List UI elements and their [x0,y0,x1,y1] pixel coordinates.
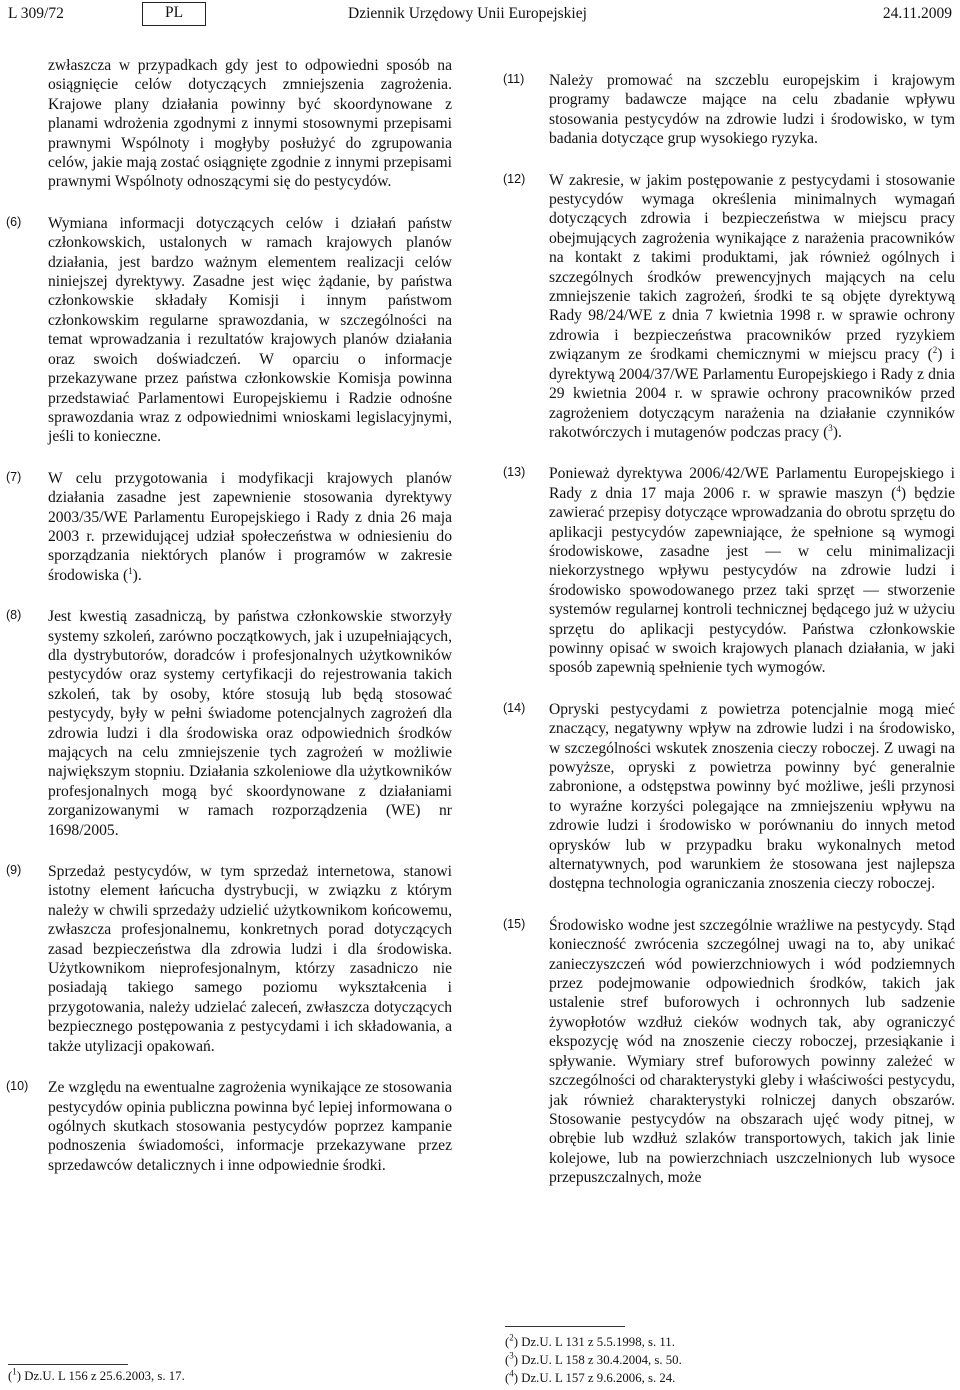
recital [6,469,452,585]
recital-number: (15) [503,916,526,931]
recital-text: Środowisko wodne jest szczególnie wrażliwe na pestycydy. Stąd konieczność zwrócenia szczególnej uwagi na to, aby unikać zanieczyszczeń wód powierzchniowych i wód podziemnych przez podejmowanie odpowiednich środków, takich jak ustalenie stref buforowych i ochronnych lub sadzenie żywopłotów wzdłuż cieków wodnych tak, aby ograniczyć ekspozycję wód na znoszenie cieczy roboczej, przesiąkanie i spływanie. Wymiary stref buforowych powinny zależeć w szczególności od charakterystyki gleby i właściwości pestycydu, jak również charakterystyki rolniczej danych obszarów. Stosowanie pestycydów na obszarach ujęć wody pitnej, w obrębie lub wzdłuż szlaków transportowych, takich jak linie kolejowe, lub na powierzchniach uszczelnionych lub wysoce przepuszczalnych, może [549,916,955,1187]
recital-number: (13) [503,465,526,480]
recital-text: Ze względu na ewentualne zagrożenia wynikające ze stosowania pestycydów opinia publiczna powinna być lepiej informowana o ogólnych skutkach stosowania pestycydów poprzez kampanie podnoszenia świadomości, informacje przekazywane przez sprzedawców detalicznych i inne odpowiednie środki. [48,1079,452,1174]
recital [6,862,452,1056]
recital-number: (8) [6,608,22,623]
footnote: ($^4$) Dz.U. L 157 z 9.6.2006, s. 24. [505,1368,676,1385]
recital-text: W celu przygotowania i modyfikacji krajowych planów działania zasadne jest zapewnienie stosowania dyrektywy 2003/35/WE Parlamentu Europejskiego i Rady z dnia 26 maja 2003 r. przewidującej udział społeczeństwa w odniesieniu do sporządzania niektórych planów i programów w zakresie środowiska ($^1$). [48,469,452,584]
recital [6,214,452,447]
journal-title: Dziennik Urzędowy Unii Europejskiej [348,5,587,22]
recital-number: (11) [503,72,525,86]
footnote-ref[interactable]: 4 [896,483,901,494]
left-column [6,56,452,1175]
footnote-mark: 4 [509,1368,514,1379]
recital-number: (10) [6,1079,29,1094]
page-reference: L 309/72 [8,5,64,22]
recital [503,71,955,149]
page-header [8,2,952,26]
recital-text-part: W celu przygotowania i modyfikacji krajowych planów działania zasadne jest zapewnienie stosowania dyrektywy 2003/35/WE Parlamentu Europejskiego i Rady z dnia 26 maja 2003 r. przewidującej udział społeczeństwa w odniesieniu do sporządzania niektórych planów i programów w zakresie środowiska [48,469,452,584]
recital-number: (7) [6,469,22,484]
recital-text-part: i dyrektywą 2004/37/WE Parlamentu Europejskiego i Rady z dnia 29 kwietnia 2004 r. w sprawie ochrony pracowników przed zagrożeniem dotyczącym narażenia na działanie czynników rakotwórczych i mutagenów podczas pracy [549,346,956,441]
recital [503,464,955,677]
recital-number: (12) [503,171,526,186]
publication-date: 24.11.2009 [882,5,952,22]
footnote-text: Dz.U. L 157 z 9.6.2006, s. 24. [521,1371,676,1385]
right-column [503,56,956,1188]
footnote-mark: 2 [509,1332,514,1343]
language-badge: PL [142,2,206,26]
recital-text: Wymiana informacji dotyczących celów i działań państw członkowskich, ustalonych w ramach krajowych planów działania, jest bardzo ważnym elementem realizacji celów niniejszej dyrektywy. Zasadne jest więc żądanie, by państwa członkowskie składały Komisji i innym państwom członkowskim regularne sprawozdania, w szczególności na temat wprowadzania i rezultatów krajowych planów działania oraz swoich doświadczeń. W oparciu o informacje przekazywane przez państwa członkowskie Komisja powinna przedstawiać Parlamentowi Europejskiemu i Radzie odnośne sprawozdania wraz z odpowiednimi wnioskami legislacyjnymi, jeśli to konieczne. [48,214,452,446]
recital-number: (9) [6,863,22,878]
recital [503,171,956,443]
footnote-ref[interactable]: 3 [828,422,833,433]
recital-text: Ponieważ dyrektywa 2006/42/WE Parlamentu Europejskiego i Rady z dnia 17 maja 2006 r. w sprawie maszyn ($^4$) będzie zawierać przepisy dotyczące wprowadzania do obrotu sprzętu do aplikacji pestycydów zapewniające, że spełnione są wymogi środowiskowe, zasadne jest — w celu minimalizacji niekorzystnego wpływu pestycydów na zdrowie ludzi i środowisko spowodowanego przez taki sprzęt — stworzenie systemów regularnej kontroli technicznej będącego już w użyciu sprzętu do aplikacji pestycydów. Państwa członkowskie powinny opisać w swoich krajowych planach działania, w jaki sposób zapewnią spełnienie tych wymogów. [549,465,955,677]
recital-text: W zakresie, w jakim postępowanie z pestycydami i stosowanie pestycydów wymaga określenia minimalnych wymagań dotyczących zdrowia i bezpieczeństwa w miejscu pracy obejmujących zagrożenia wynikające z narażenia pracowników na kontakt z takimi produktami, jak również ogólnych i szczególnych środków prewencyjnych mających na celu zmniejszenie takich zagrożeń, środki te są objęte dyrektywą Rady 98/24/WE z dnia 7 kwietnia 1998 r. w sprawie ochrony zdrowia i bezpieczeństwa pracowników przed ryzykiem związanym ze środkami chemicznymi w miejscu pracy ($^2$) i dyrektywą 2004/37/WE Parlamentu Europejskiego i Rady z dnia 29 kwietnia 2004 r. w sprawie ochrony pracowników przed zagrożeniem dotyczącym narażenia na działanie czynników rakotwórczych i mutagenów podczas pracy ($^3$). [549,171,956,441]
recital-number: (14) [503,700,526,715]
recital [6,1078,452,1175]
intro-paragraph: zwłaszcza w przypadkach gdy jest to odpowiedni sposób na osiągnięcie celów dotyczących zmniejszenia zagrożenia. Krajowe plany działania powinny być skoordynowane z planami wdrożenia zgodnymi z innymi stosownymi przepisami prawnymi Wspólnoty i mogłyby posłużyć do zgrupowania celów, jakie mają zostać osiągnięte zgodnie z innymi przepisami prawnymi Wspólnoty odnoszącymi się do pestycydów. [48,57,452,191]
footnote-text: Dz.U. L 131 z 5.5.1998, s. 11. [521,1335,675,1349]
recital-text: Opryski pestycydami z powietrza potencjalnie mogą mieć znaczący, negatywny wpływ na zdrowie ludzi i na środowisko, w szczególności wskutek znoszenia cieczy roboczej. Z uwagi na powyższe, opryski z powietrza powinny być generalnie zabronione, a odstępstwa powinny być możliwe, jeśli przynosi to wyraźne korzyści polegające na zmniejszeniu wpływu na zdrowie ludzi i środowisko w porównaniu do innych metod oprysków lub w przypadku braku wykonalnych metod alternatywnych, pod warunkiem że stosowana jest najlepsza dostępna technologia ograniczania znoszenia cieczy roboczej. [549,700,955,893]
footnote-divider [8,1364,128,1365]
recital-text: Sprzedaż pestycydów, w tym sprzedaż internetowa, stanowi istotny element łańcucha dystrybucji, w związku z którym należy w chwili sprzedaży udzielić użytkownikom końcowemu, zwłaszcza profesjonalnemu, konkretnych porad dotyczących zasad bezpieczeństwa dla zdrowia ludzi i dla środowiska. Użytkownikom nieprofesjonalnym, którzy zasadniczo nie posiadają takiego samego poziomu wykształcenia i przygotowania, należy udzielać zaleceń, zwłaszcza dotyczących bezpiecznego postępowania z pestycydami i ich składowania, a także utylizacji opakowań. [48,863,452,1055]
recital-number: (6) [6,214,22,229]
recital [503,700,955,894]
footnote: ($^1$) Dz.U. L 156 z 25.6.2003, s. 17. [8,1366,185,1383]
recital-text: Jest kwestią zasadniczą, by państwa członkowskie stworzyły systemy szkoleń, zarówno początkowych, jak i uzupełniających, dla dystrybutorów, doradców i profesjonalnych użytkowników pestycydów oraz systemy certyfikacji do rejestrowania takich szkoleń, tak by osoby, które stosują lub będą stosować pestycydy, były w pełni świadome potencjalnych zagrożeń dla zdrowia ludzi i dla środowiska oraz odpowiednich środków mających na celu zmniejszenie tych zagrożeń w możliwie największym stopniu. Działania szkoleniowe dla użytkowników profesjonalnych mogą być skoordynowane z działaniami zorganizowanymi w ramach rozporządzenia (WE) nr 1698/2005. [48,608,452,839]
footnote-text: Dz.U. L 158 z 30.4.2004, s. 50. [521,1353,682,1367]
footnote: ($^2$) Dz.U. L 131 z 5.5.1998, s. 11. [505,1332,675,1349]
footnote-divider [505,1326,625,1327]
footnote-mark: 3 [509,1350,514,1361]
recital [503,916,955,1188]
footnote-ref[interactable]: 2 [932,345,938,356]
recital-text-part: będzie zawierać przepisy dotyczące wprowadzania do obrotu sprzętu do aplikacji pestycydów zapewniające, że spełnione są wymogi środowiskowe, zasadne jest — w celu minimalizacji niekorzystnego wpływu pestycydów na zdrowie ludzi i środowisko spowodowanego przez taki sprzęt — stworzenie systemów regularnej kontroli technicznej będącego już w użyciu sprzętu do aplikacji pestycydów. Państwa członkowskie powinny opisać w swoich krajowych planach działania, w jaki sposób zapewnią spełnienie tych wymogów. [549,484,955,677]
recital [6,607,452,840]
recital-text-part: W zakresie, w jakim postępowanie z pestycydami i stosowanie pestycydów wymaga określenia minimalnych wymagań dotyczących zdrowia i bezpieczeństwa w miejscu pracy obejmujących zagrożenia wynikające z narażenia pracowników na kontakt z takimi produktami, jak również ogólnych i szczególnych środków prewencyjnych mających na celu zmniejszenie takich zagrożeń, środki te są objęte dyrektywą Rady 98/24/WE z dnia 7 kwietnia 1998 r. w sprawie ochrony zdrowia i bezpieczeństwa pracowników przed ryzykiem związanym ze środkami chemicznymi w miejscu pracy [549,171,955,364]
footnote-ref[interactable]: 1 [128,565,133,576]
footnote-text: Dz.U. L 156 z 25.6.2003, s. 17. [24,1369,185,1383]
recital-text-part: Ponieważ dyrektywa 2006/42/WE Parlamentu Europejskiego i Rady z dnia 17 maja 2006 r. w sprawie maszyn [549,465,955,502]
footnote-mark: 1 [12,1366,17,1377]
recital-text: Należy promować na szczeblu europejskim i krajowym programy badawcze mające na celu zbadanie wpływu stosowania pestycydów na zdrowie ludzi i środowisko, w tym badania dotyczące grup wysokiego ryzyka. [549,72,955,148]
footnote: ($^3$) Dz.U. L 158 z 30.4.2004, s. 50. [505,1350,682,1367]
